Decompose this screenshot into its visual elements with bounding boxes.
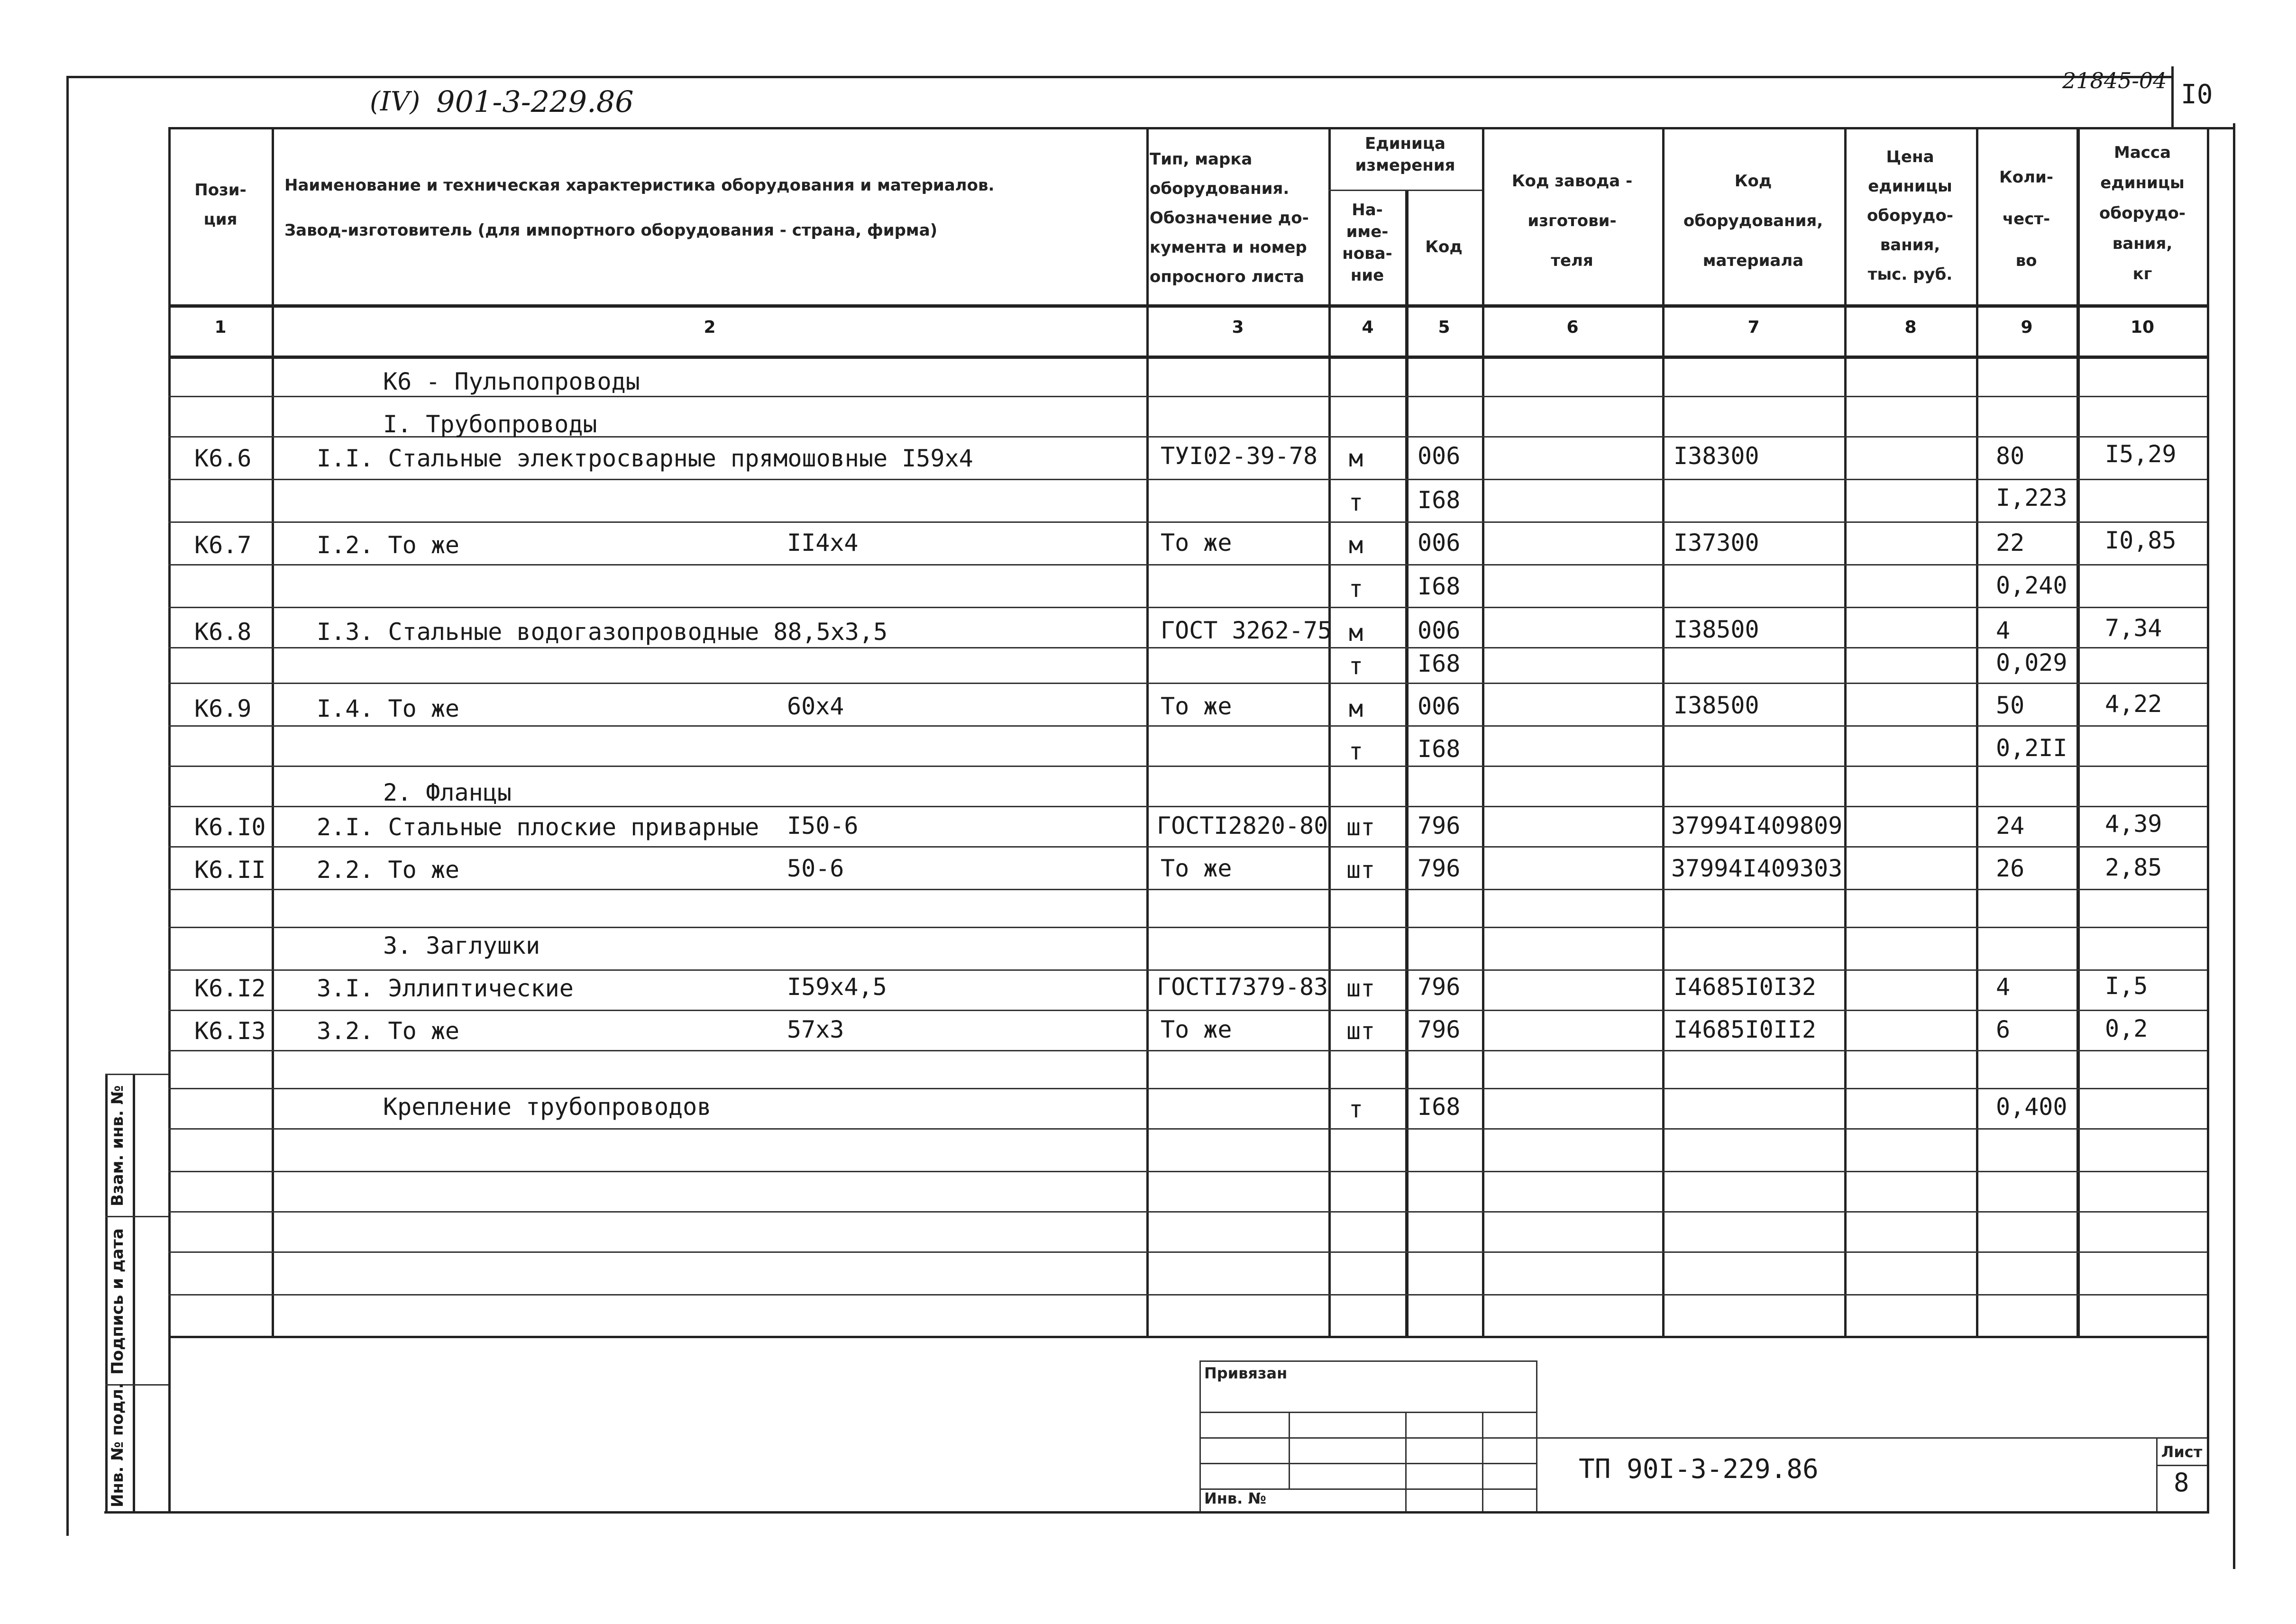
colnum-10: 10	[2130, 318, 2155, 337]
subsection-title: 3. Заглушки	[383, 932, 540, 959]
row-equipment-code: 37994I409303	[1671, 855, 1843, 882]
row-mass: 2,85	[2105, 854, 2162, 881]
row-unit: шт	[1346, 975, 1375, 1002]
colnum-4: 4	[1362, 318, 1374, 337]
row-code: I68	[1418, 1093, 1461, 1121]
row-line	[168, 969, 2207, 971]
row-quantity: 24	[1996, 812, 2025, 839]
row-unit: шт	[1346, 856, 1375, 884]
row-name: I.I. Стальные электросварные прямошовные I59x4	[317, 445, 973, 472]
header-mass: Масса единицы оборудо- вания, кг	[2099, 143, 2186, 283]
col-line	[1405, 190, 1409, 1336]
row-line	[168, 521, 2207, 523]
row-position: К6.I3	[194, 1017, 266, 1045]
row-mass: 7,34	[2105, 614, 2162, 642]
row-unit: м	[1349, 695, 1363, 722]
row-unit: т	[1349, 738, 1363, 765]
row-line	[168, 1251, 2207, 1253]
colnum-bottom	[168, 356, 2207, 359]
header-price: Цена единицы оборудо- вания, тыс. руб.	[1867, 147, 1953, 284]
row-type: ГОСТI7379-83	[1157, 973, 1328, 1001]
row-line	[168, 1211, 2207, 1213]
sheet-label: Лист	[2161, 1443, 2203, 1461]
row-code: I68	[1418, 573, 1461, 600]
side-stamp-line	[105, 1074, 168, 1075]
section-title: К6 - Пульпопроводы	[383, 368, 640, 395]
col-line	[1844, 127, 1847, 1336]
unit-group-line	[1328, 190, 1482, 191]
row-name: I.2. То же	[317, 531, 460, 559]
colnum-5: 5	[1438, 318, 1450, 337]
row-line	[168, 1128, 2207, 1130]
col-line	[1328, 127, 1331, 1336]
bound-box-col	[1289, 1412, 1290, 1488]
row-position: К6.7	[194, 531, 252, 559]
row-equipment-code: I38500	[1674, 692, 1759, 719]
row-quantity: 26	[1996, 855, 2025, 882]
subsection-title: I. Трубопроводы	[383, 411, 597, 438]
bound-box-line	[1199, 1463, 1536, 1464]
row-name: 3.I. Эллиптические	[317, 975, 574, 1002]
row-line	[168, 607, 2207, 608]
row-dimension: I50-6	[787, 812, 859, 839]
row-line	[168, 1171, 2207, 1172]
colnum-8: 8	[1904, 318, 1917, 337]
col-line	[1146, 127, 1149, 1336]
row-quantity: 80	[1996, 442, 2025, 470]
row-dimension: II4x4	[787, 529, 859, 557]
row-quantity: 0,240	[1996, 572, 2067, 599]
row-equipment-code: 37994I409809	[1671, 812, 1843, 839]
colnum-7: 7	[1747, 318, 1760, 337]
colnum-6: 6	[1566, 318, 1579, 337]
row-mass: I0,85	[2105, 527, 2177, 554]
row-code: I68	[1418, 486, 1461, 514]
row-type: То же	[1161, 693, 1232, 720]
page-number: I0	[2181, 79, 2213, 110]
colnum-1: 1	[214, 318, 227, 337]
header-position: Пози- ция	[194, 181, 247, 229]
table-body-bottom	[168, 1336, 2207, 1338]
row-unit: м	[1349, 445, 1363, 472]
row-unit: т	[1349, 489, 1363, 516]
sheet-marker: (IV)	[370, 86, 421, 117]
header-unit-code: Код	[1425, 237, 1463, 256]
subsection-title: 2. Фланцы	[383, 779, 512, 806]
sheet-number: 8	[2174, 1468, 2189, 1497]
row-position: К6.I0	[194, 813, 266, 841]
row-dimension: 50-6	[787, 855, 844, 882]
side-stamp-left	[105, 1074, 108, 1511]
row-type: ТУI02-39-78	[1161, 442, 1318, 470]
row-line	[168, 725, 2207, 727]
header-bottom	[168, 304, 2207, 308]
bound-box-line	[1199, 1412, 1536, 1413]
row-dimension: I59x4,5	[787, 973, 887, 1001]
bound-label: Привязан	[1204, 1364, 1288, 1382]
row-position: К6.II	[194, 856, 266, 884]
row-code: I68	[1418, 650, 1461, 677]
row-equipment-code: I37300	[1674, 529, 1759, 557]
header-type: Тип, марка оборудования. Обозначение до- кумента и номер опросного листа	[1150, 150, 1309, 286]
row-name: 2.I. Стальные плоские приварные	[317, 813, 759, 841]
row-name: Крепление трубопроводов	[383, 1093, 712, 1121]
row-equipment-code: I4685I0I32	[1674, 973, 1817, 1001]
frame-left	[66, 76, 69, 1536]
row-position: К6.6	[194, 445, 252, 472]
row-equipment-code: I4685I0II2	[1674, 1016, 1817, 1043]
row-mass: I5,29	[2105, 440, 2177, 468]
row-line	[168, 927, 2207, 928]
row-unit: т	[1349, 1095, 1363, 1123]
archive-code: 21845-04	[2062, 68, 2167, 93]
row-line	[168, 1010, 2207, 1011]
row-name: 3.2. То же	[317, 1017, 460, 1045]
row-mass: I,5	[2105, 972, 2148, 1000]
row-type: То же	[1161, 1016, 1232, 1043]
row-code: 006	[1418, 442, 1461, 470]
row-line	[168, 479, 2207, 480]
row-code: 006	[1418, 693, 1461, 720]
frame-bottom	[104, 1511, 2209, 1514]
row-quantity: 0,2II	[1996, 734, 2067, 762]
row-unit: шт	[1346, 813, 1375, 841]
bound-box-col	[1405, 1412, 1407, 1511]
row-line	[168, 889, 2207, 890]
row-code: 796	[1418, 973, 1461, 1001]
table-right	[2207, 127, 2209, 1511]
header-equipment-code: Код оборудования, материала	[1683, 172, 1823, 270]
row-line	[168, 647, 2207, 648]
row-code: 796	[1418, 1016, 1461, 1043]
row-unit: м	[1349, 531, 1363, 559]
row-code: I68	[1418, 735, 1461, 763]
row-quantity: 4	[1996, 973, 2011, 1001]
row-line	[168, 564, 2207, 566]
row-dimension: 60x4	[787, 693, 844, 720]
inv-label: Инв. №	[1204, 1489, 1266, 1507]
row-name: I.3. Стальные водогазопроводные 88,5x3,5	[317, 618, 888, 646]
row-mass: 4,22	[2105, 690, 2162, 718]
header-name-line1: Наименование и техническая характеристика оборудования и материалов.	[284, 176, 995, 195]
row-type: То же	[1161, 855, 1232, 882]
row-quantity: 6	[1996, 1016, 2011, 1043]
colnum-9: 9	[2021, 318, 2033, 337]
row-line	[168, 766, 2207, 767]
row-quantity: 0,029	[1996, 649, 2067, 676]
row-unit: м	[1349, 619, 1363, 647]
row-code: 006	[1418, 529, 1461, 557]
header-unit-name: На- име- нова- ние	[1342, 201, 1392, 285]
frame-right	[2233, 123, 2235, 1569]
row-position: К6.8	[194, 618, 252, 646]
row-quantity: 4	[1996, 617, 2011, 644]
row-line	[168, 396, 2207, 397]
row-unit: т	[1349, 575, 1363, 602]
row-equipment-code: I38500	[1674, 616, 1759, 643]
row-quantity: 22	[1996, 529, 2025, 557]
row-mass: 0,2	[2105, 1015, 2148, 1042]
row-code: 006	[1418, 617, 1461, 644]
header-factory-code: Код завода - изготови- теля	[1511, 172, 1633, 270]
table-top	[168, 127, 2233, 129]
col-line	[2076, 127, 2080, 1336]
row-quantity: 0,400	[1996, 1093, 2067, 1121]
row-quantity: 50	[1996, 692, 2025, 719]
bound-box-line	[1199, 1437, 1536, 1439]
row-unit: шт	[1346, 1017, 1375, 1045]
colnum-2: 2	[704, 318, 716, 337]
row-equipment-code: I38300	[1674, 442, 1759, 470]
bound-box-col	[1482, 1412, 1483, 1511]
title-block-line	[1536, 1437, 2207, 1439]
project-code-handwritten: 901-3-229.86	[436, 84, 634, 119]
row-line	[168, 683, 2207, 684]
row-code: 796	[1418, 855, 1461, 882]
row-mass: 4,39	[2105, 810, 2162, 838]
row-type: То же	[1161, 529, 1232, 557]
side-label-vzam-inv: Взам. инв. №	[108, 1085, 127, 1206]
side-stamp-line	[105, 1216, 168, 1217]
page-box-left	[2171, 66, 2174, 127]
row-name: 2.2. То же	[317, 856, 460, 884]
row-line	[168, 1294, 2207, 1296]
header-quantity: Коли- чест- во	[1999, 168, 2053, 270]
col-line	[1976, 127, 1978, 1336]
sheet-box-line	[2156, 1465, 2207, 1466]
side-stamp-right	[133, 1074, 135, 1511]
frame-top	[66, 76, 2171, 78]
row-dimension: 57x3	[787, 1016, 844, 1043]
row-type: ГОСТ 3262-75	[1161, 617, 1332, 644]
title-block-code: ТП 90I-3-229.86	[1579, 1454, 1819, 1485]
colnum-3: 3	[1232, 318, 1244, 337]
row-unit: т	[1349, 652, 1363, 680]
bound-box-right	[1536, 1360, 1537, 1511]
row-line	[168, 1050, 2207, 1051]
col-line	[272, 127, 274, 1336]
row-line	[168, 1088, 2207, 1089]
row-name: I.4. То же	[317, 695, 460, 722]
row-position: К6.9	[194, 695, 252, 722]
header-name-line2: Завод-изготовитель (для импортного оборудования - страна, фирма)	[284, 221, 938, 240]
header-unit-group: Единица измерения	[1355, 134, 1455, 175]
row-position: К6.I2	[194, 975, 266, 1002]
side-label-inv-podl: Инв. № подл.	[108, 1382, 127, 1507]
col-line	[1662, 127, 1665, 1336]
row-line	[168, 846, 2207, 848]
row-quantity: I,223	[1996, 484, 2067, 511]
col-line	[1482, 127, 1484, 1336]
row-code: 796	[1418, 812, 1461, 839]
row-type: ГОСТI2820-80	[1157, 812, 1328, 839]
side-label-sign-date: Подпись и дата	[108, 1228, 127, 1375]
